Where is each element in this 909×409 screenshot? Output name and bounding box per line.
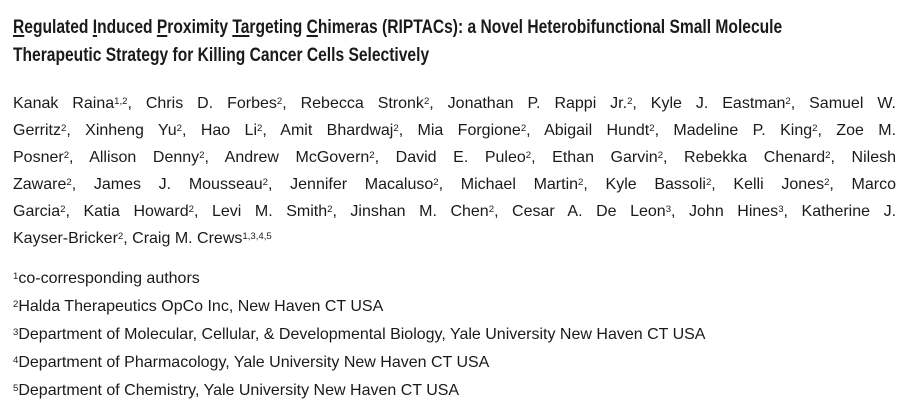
author-line: Gerritz$^2$, Xinheng Yu$^2$, Hao Li$^2$, Amit Bhardwaj$^2$, Mia Forgione$^2$, Abigail Hundt$^2$, Madeline P. King$^2$, Zoe M. xyxy=(13,122,897,139)
affiliation-superscript: 2 xyxy=(117,230,124,242)
affiliation-superscript: 2 xyxy=(369,149,375,161)
affiliation-superscript: 2 xyxy=(66,176,72,188)
affiliation-superscript: 2 xyxy=(433,176,439,188)
affiliation-line: $^4$Department of Pharmacology, Yale University New Haven CT USA xyxy=(13,354,490,371)
author-line: Posner$^2$, Allison Denny$^2$, Andrew McGovern$^2$, David E. Puleo$^2$, Ethan Garvin$^2$, Rebekka Chenard$^2$, Nilesh xyxy=(13,149,897,166)
author-line: Zaware$^2$, James J. Mousseau$^2$, Jennifer Macaluso$^2$, Michael Martin$^2$, Kyle Bassoli$^2$, Kelli Jones$^2$, Marco xyxy=(13,176,897,193)
affiliation-superscript: 2 xyxy=(188,203,194,215)
underlined-acronym-letter: P xyxy=(156,17,168,38)
affiliation-superscript: 2 xyxy=(824,176,830,188)
affiliation-superscript: 2 xyxy=(705,176,712,188)
affiliation-superscript: 5 xyxy=(13,382,19,394)
affiliation-line: $^5$Department of Chemistry, Yale University New Haven CT USA xyxy=(13,382,460,399)
affiliation-list xyxy=(13,265,896,405)
affiliation-superscript: 1,2 xyxy=(114,95,128,107)
underlined-acronym-letter: I xyxy=(92,17,98,38)
affiliation-superscript: 2 xyxy=(60,203,66,215)
affiliation-superscript: 2 xyxy=(649,122,655,134)
affiliation-superscript: 2 xyxy=(825,149,831,161)
affiliation-line: $^1$co-corresponding authors xyxy=(13,270,200,287)
author-line: Kayser-Bricker$^2$, Craig M. Crews$^{1,3,4,5}$ xyxy=(13,230,272,247)
affiliation-line: $^3$Department of Molecular, Cellular, & Developmental Biology, Yale University New Haven CT USA xyxy=(13,326,706,343)
affiliation-superscript: 4 xyxy=(13,354,19,366)
affiliation-superscript: 2 xyxy=(63,149,70,161)
affiliation-superscript: 2 xyxy=(61,122,67,134)
affiliation-superscript: 2 xyxy=(785,95,791,107)
affiliation-superscript: 2 xyxy=(520,122,527,134)
affiliation-superscript: 2 xyxy=(488,203,495,215)
affiliation-superscript: 3 xyxy=(665,203,672,215)
underlined-acronym-letter: C xyxy=(306,17,318,38)
affiliation-superscript: 2 xyxy=(199,149,205,161)
affiliation-superscript: 2 xyxy=(13,298,19,310)
affiliation-superscript: 2 xyxy=(423,95,430,107)
affiliation-superscript: 3 xyxy=(13,326,19,338)
underlined-acronym-letter: Ta xyxy=(232,17,250,38)
affiliation-superscript: 2 xyxy=(525,149,532,161)
affiliation-superscript: 1 xyxy=(13,270,19,282)
paper-title-line: Therapeutic Strategy for Killing Cancer Cells Selectively xyxy=(13,45,430,66)
affiliation-line: $^2$Halda Therapeutics OpCo Inc, New Haven CT USA xyxy=(13,298,384,315)
affiliation-superscript: 2 xyxy=(257,122,263,134)
paper-title xyxy=(13,14,896,70)
paper-title-line: Regulated Induced Proximity Targeting Chimeras (RIPTACs): a Novel Heterobifunctional Small Molecule xyxy=(13,17,783,38)
affiliation-superscript: 2 xyxy=(627,95,633,107)
author-list xyxy=(13,90,896,252)
author-line: Garcia$^2$, Katia Howard$^2$, Levi M. Smith$^2$, Jinshan M. Chen$^2$, Cesar A. De Leon$^3$, John Hines$^3$, Katherine J. xyxy=(13,203,897,220)
affiliation-superscript: 2 xyxy=(393,122,399,134)
affiliation-superscript: 2 xyxy=(657,149,664,161)
affiliation-superscript: 2 xyxy=(262,176,268,188)
author-line: Kanak Raina$^{1,2}$, Chris D. Forbes$^2$, Rebecca Stronk$^2$, Jonathan P. Rappi Jr.$^2$, Kyle J. Eastman$^2$, Samuel W. xyxy=(13,95,896,112)
affiliation-superscript: 2 xyxy=(578,176,584,188)
affiliation-superscript: 2 xyxy=(812,122,818,134)
affiliation-superscript: 3 xyxy=(778,203,784,215)
affiliation-superscript: 1,3,4,5 xyxy=(242,230,272,242)
underlined-acronym-letter: R xyxy=(13,17,25,38)
affiliation-superscript: 2 xyxy=(176,122,182,134)
affiliation-superscript: 2 xyxy=(276,95,283,107)
affiliation-superscript: 2 xyxy=(327,203,333,215)
